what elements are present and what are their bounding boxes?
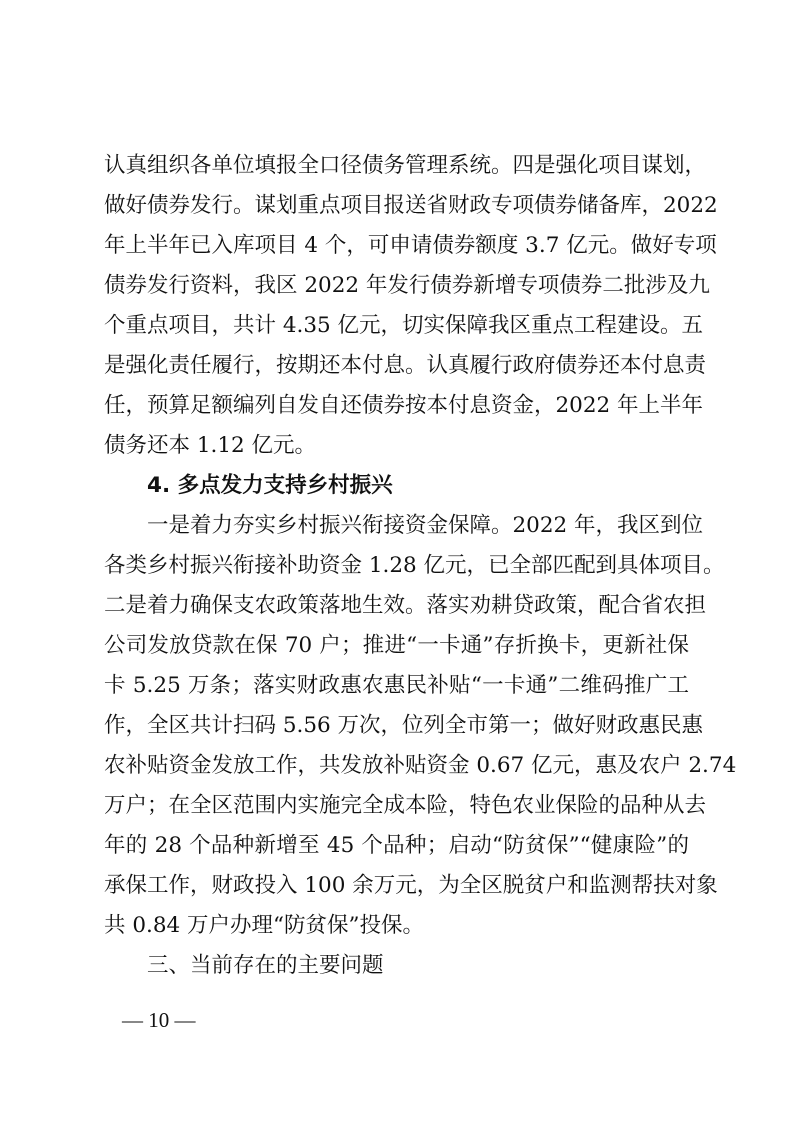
text-line: 万户；在全区范围内实施完全成本险，特色农业保险的品种从去 [104,793,707,818]
text-line: 共 0.84 万户办理“防贫保”投保。 [104,913,425,938]
subheading-rural-revitalization: 4. 多点发力支持乡村振兴 [147,473,393,498]
text-line: 是强化责任履行，按期还本付息。认真履行政府债券还本付息责 [104,353,707,378]
section-heading-current-problems: 三、当前存在的主要问题 [147,953,384,978]
text-line: 认真组织各单位填报全口径债务管理系统。四是强化项目谋划， [104,153,707,178]
text-line: 年的 28 个品种新增至 45 个品种；启动“防贫保”“健康险”的 [104,833,689,858]
text-line: 二是着力确保支农政策落地生效。落实劝耕贷政策，配合省农担 [104,593,707,618]
text-line: 任，预算足额编列自发自还债券按本付息资金，2022 年上半年 [104,393,704,418]
text-line: 承保工作，财政投入 100 余万元，为全区脱贫户和监测帮扶对象 [104,873,718,898]
text-line: 卡 5.25 万条；落实财政惠农惠民补贴“一卡通”二维码推广工 [104,673,689,698]
text-line: 农补贴资金发放工作，共发放补贴资金 0.67 亿元，惠及农户 2.74 [104,753,737,778]
text-line: 债务还本 1.12 亿元。 [104,433,317,458]
text-line: 个重点项目，共计 4.35 亿元，切实保障我区重点工程建设。五 [104,313,704,338]
text-line: 各类乡村振兴衔接补助资金 1.28 亿元，已全部匹配到具体项目。 [104,553,725,578]
text-line: 一是着力夯实乡村振兴衔接资金保障。2022 年，我区到位 [147,513,704,538]
text-line: 公司发放贷款在保 70 户；推进“一卡通”存折换卡，更新社保 [104,633,689,658]
text-line: 作，全区共计扫码 5.56 万次，位列全市第一；做好财政惠民惠 [104,713,704,738]
text-line: 年上半年已入库项目 4 个，可申请债券额度 3.7 亿元。做好专项 [104,233,717,258]
text-line: 做好债券发行。谋划重点项目报送省财政专项债券储备库，2022 [104,193,718,218]
text-line: 债券发行资料，我区 2022 年发行债券新增专项债券二批涉及九 [104,273,710,298]
page-number: — 10 — [122,1008,196,1032]
